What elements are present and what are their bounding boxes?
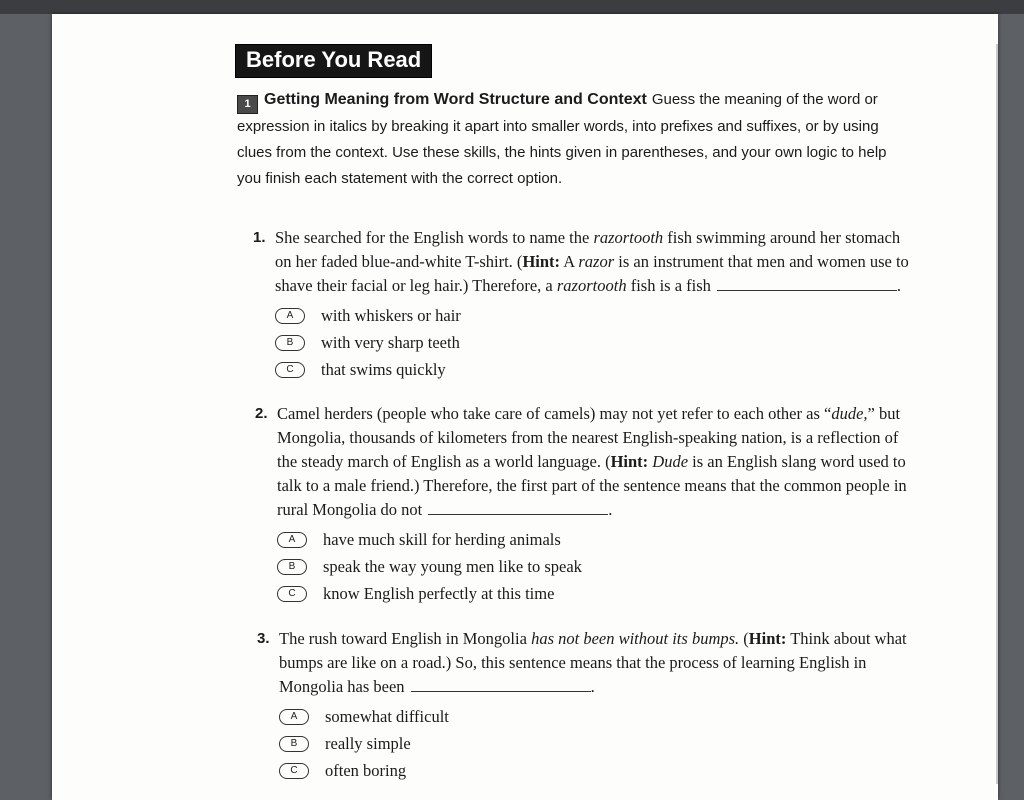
option-list: [277, 526, 917, 607]
option-letter-badge: C: [277, 586, 307, 602]
question-number: 2.: [255, 405, 268, 422]
viewer-top-bar: [0, 0, 1024, 14]
option-letter-badge: B: [275, 335, 305, 351]
option-c[interactable]: C often boring: [279, 757, 919, 784]
answer-blank: [428, 500, 608, 515]
option-a[interactable]: A with whiskers or hair: [275, 302, 915, 329]
section-heading: Before You Read: [235, 44, 432, 78]
option-letter-badge: A: [277, 532, 307, 548]
question-1: [253, 226, 915, 383]
option-c[interactable]: C know English perfectly at this time: [277, 580, 917, 607]
option-c[interactable]: C that swims quickly: [275, 356, 915, 383]
question-text: Camel herders (people who take care of camels) may not yet refer to each other as “dude,” but Mongolia, thousands of kilometers from the nearest English-speaking nation, is a reflection of the steady march of English as a world language. (Hint: Dude is an English slang word used to talk to a male friend.) Therefore, the first part of the sentence means that the common people in rural Mongolia do not .: [277, 404, 907, 519]
option-letter-badge: C: [279, 763, 309, 779]
option-b[interactable]: B with very sharp teeth: [275, 329, 915, 356]
option-letter-badge: B: [279, 736, 309, 752]
question-number: 1.: [253, 229, 266, 246]
question-3: [257, 627, 919, 784]
option-a[interactable]: A somewhat difficult: [279, 703, 919, 730]
option-b[interactable]: B really simple: [279, 730, 919, 757]
option-a[interactable]: A have much skill for herding animals: [277, 526, 917, 553]
skill-text: Guess the meaning of the word or expression in italics by breaking it apart into smaller words, into prefixes and suffixes, or by using clues from the context. Use these skills, the hints given in parentheses, and your own logic to help you finish each statement with the correct option.: [237, 91, 887, 187]
option-list: [279, 703, 919, 784]
skill-number-icon: 1: [237, 95, 258, 114]
skill-title: Getting Meaning from Word Structure and Context: [264, 91, 647, 108]
option-letter-badge: C: [275, 362, 305, 378]
question-number: 3.: [257, 630, 270, 647]
answer-blank: [411, 677, 591, 692]
option-b[interactable]: B speak the way young men like to speak: [277, 553, 917, 580]
answer-blank: [717, 276, 897, 291]
document-page: [52, 14, 998, 800]
question-2: [255, 402, 917, 607]
skill-instructions: [237, 87, 907, 192]
option-letter-badge: A: [275, 308, 305, 324]
option-list: [275, 302, 915, 383]
question-text: The rush toward English in Mongolia has not been without its bumps. (Hint: Think about what bumps are like on a road.) So, this sentence means that the process of learning English in Mongolia has been .: [279, 629, 907, 696]
scan-edge-line: [996, 44, 998, 784]
option-letter-badge: A: [279, 709, 309, 725]
question-text: She searched for the English words to name the razortooth fish swimming around her stomach on her faded blue-and-white T-shirt. (Hint: A razor is an instrument that men and women use to shave their facial or leg hair.) Therefore, a razortooth fish is a fish .: [275, 228, 909, 295]
option-letter-badge: B: [277, 559, 307, 575]
